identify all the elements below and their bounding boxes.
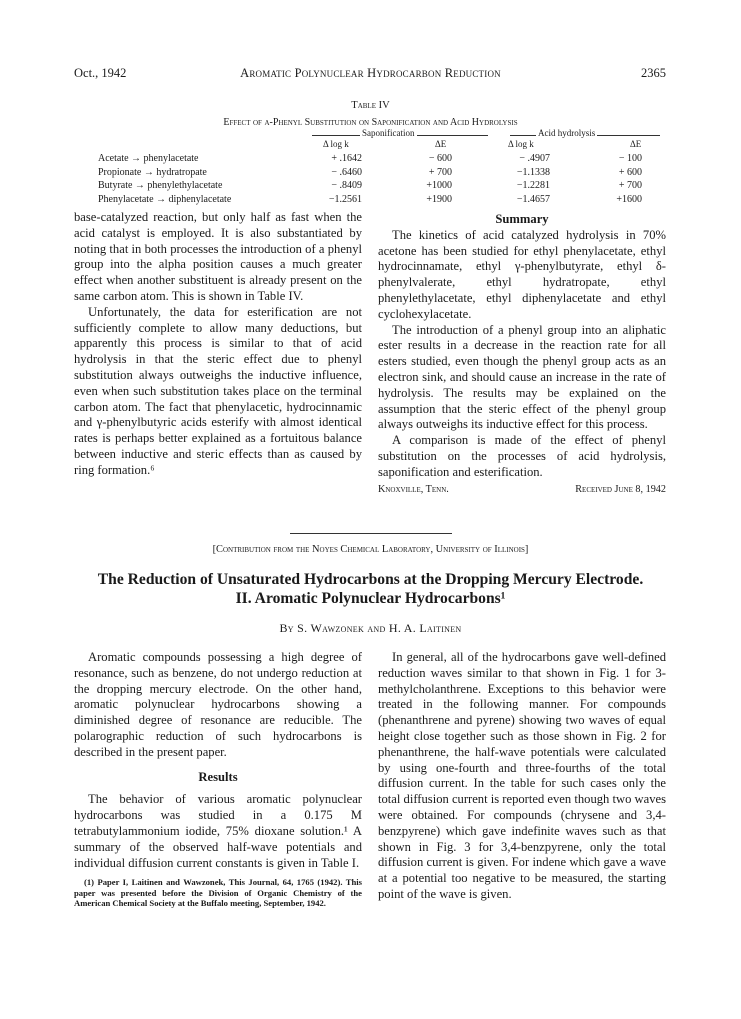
cell: + 700: [618, 180, 642, 191]
table-caption: Effect of α-Phenyl Substitution on Saponification and Acid Hydrolysis: [223, 117, 518, 128]
location: Knoxville, Tenn.: [378, 483, 449, 495]
cell: −1.1338: [516, 166, 550, 178]
contribution-line: [Contribution from the Noyes Chemical Laboratory, University of Illinois]: [212, 544, 529, 555]
cell: + .1642: [331, 153, 362, 164]
header-date: Oct., 1942: [74, 66, 127, 80]
cell: + 700: [428, 166, 452, 178]
col-acid-de: [600, 152, 642, 206]
col-sap-dlogk: [300, 152, 362, 206]
paragraph: Aromatic compounds possessing a high degree of resonance, such as benzene, do not undergo reduction at the dropping mercury electrode. On the other hand, aromatic polynuclear hydrocarbons showing a diminished degree of resonance are reducible. The polarographic reduction of such hydrocarbons is described in the present paper.: [74, 650, 362, 759]
paragraph: The kinetics of acid catalyzed hydrolysis in 70% acetone has been studied for ethyl phenylacetate, ethyl hydrocinnamate, ethyl γ-phenylbutyrate, ethyl δ-phenylvalerate, ethyl hydratropate, ethyl phenylethylacetate, ethyl diphenylacetate and ethyl cyclohexylacetate.: [378, 227, 666, 321]
row-labels: [98, 152, 318, 206]
col-header-sap-de: ΔE: [435, 139, 447, 149]
paragraph: The behavior of various aromatic polynuclear hydrocarbons was studied in a 0.175 M tetrabutylammonium iodide, 75% dioxane solution.¹ A summary of the observed half-wave potentials and individual diffusion current constants is given in Table I.: [74, 792, 362, 870]
row-label: Phenylacetate → diphenylacetate: [98, 193, 232, 205]
cell: − 600: [428, 153, 452, 164]
col-acid-dlogk: [492, 152, 550, 206]
cell: − .6460: [331, 166, 362, 178]
header-running-title: Aromatic Polynuclear Hydrocarbon Reduction: [240, 66, 501, 80]
paragraph: The introduction of a phenyl group into an aliphatic ester results in a decrease in the reaction rate for all esters studied, even though the phenyl group acts as an electron sink, and should cause an increase in the rate of hydrolysis. The results may be explained on the assumption that the steric effect of the phenyl group always outweighs its inductive effect for this process.: [378, 322, 666, 432]
cell: − 100: [618, 153, 642, 164]
authors: By S. Wawzonek and H. A. Laitinen: [279, 621, 462, 635]
data-table: [0, 128, 741, 206]
received-date: Received June 8, 1942: [575, 483, 666, 495]
paragraph: In general, all of the hydrocarbons gave well-defined reduction waves similar to that shown in Fig. 1 for 3-methylcholanthrene. Exceptions to this behavior were treated in the following manner. For compounds (phenanthrene and pyrene) showing two waves of equal height close together such as those shown in Fig. 2 for phenanthrene, the half-wave potentials were calculated by using one-fourth and three-fourths of the total diffusion current. In the table for such cases only the total diffusion current is reported even though two waves were obtained. For compounds (chrysene and 3,4-benzpyrene) which gave indefinite waves such as that shown in Fig. 3 for 3,4-benzpyrene, only the total diffusion current is given. For indene which gave a wave at a potential too negative to be measured, the starting point of the wave is given.: [378, 650, 666, 901]
signature-line: [378, 482, 666, 498]
paragraph: base-catalyzed reaction, but only half as fast when the acid catalyst is employed. It is also substantiated by noting that in both processes the introduction of a phenyl group into the alpha position causes a much greater effect when another substituent is already present on the same carbon atom. This is shown in Table IV.: [74, 210, 362, 303]
summary-column: [378, 212, 666, 498]
col-header-acid-de: ΔE: [630, 139, 642, 149]
col-header-sap-dlogk: Δ log k: [323, 139, 349, 149]
article-title-line-1: The Reduction of Unsaturated Hydrocarbons at the Dropping Mercury Electrode.: [97, 571, 644, 588]
row-label: Acetate → phenylacetate: [98, 153, 199, 164]
article-title: [0, 570, 741, 608]
cell: + 600: [618, 166, 642, 178]
upper-left-column: [74, 210, 362, 479]
cell: −1.4657: [516, 193, 550, 205]
lower-right-column: [378, 650, 666, 903]
cell: −1.2281: [516, 180, 550, 191]
footnote-text: (1) Paper I, Laitinen and Wawzonek, This Journal, 64, 1765 (1942). This paper was presented before the Division of Organic Chemistry of the American Chemical Society at the Buffalo meeting, September, 1942.: [74, 877, 362, 909]
col-sap-de: [400, 152, 452, 206]
results-heading: Results: [198, 769, 238, 784]
summary-heading: Summary: [495, 212, 549, 226]
table-title: Table IV: [351, 100, 390, 111]
cell: +1900: [426, 193, 452, 205]
section-divider: [290, 533, 452, 534]
group-acid-hydrolysis: Acid hydrolysis: [538, 128, 596, 138]
col-header-acid-dlogk: Δ log k: [508, 139, 534, 149]
paragraph: A comparison is made of the effect of phenyl substitution on the processes of acid hydrolysis, saponification and esterification.: [378, 433, 666, 479]
cell: − .8409: [331, 180, 362, 191]
row-label: Propionate → hydratropate: [98, 166, 207, 178]
cell: −1.2561: [328, 193, 362, 205]
cell: +1000: [426, 180, 452, 191]
paragraph: Unfortunately, the data for esterification are not sufficiently complete to allow many deductions, but apparently this process is similar to that of acid hydrolysis in that the steric effect due to phenyl substitution always outweighs the inductive influence, even when such substitution takes place on the terminal carbon atom. The fact that phenylacetic, hydrocinnamic and γ-phenylbutyric acids esterify with almost identical rates is perhaps better explained as a fortuitous balance between inductive and steric effects than as caused by ring formation.⁶: [74, 304, 362, 477]
lower-left-column: [74, 650, 362, 909]
cell: +1600: [616, 193, 642, 205]
footnote: [74, 877, 362, 908]
header-page-number: 2365: [641, 66, 666, 80]
group-saponification: Saponification: [362, 128, 415, 138]
cell: − .4907: [519, 153, 550, 164]
row-label: Butyrate → phenylethylacetate: [98, 180, 223, 191]
article-title-line-2: II. Aromatic Polynuclear Hydrocarbons¹: [235, 590, 506, 607]
